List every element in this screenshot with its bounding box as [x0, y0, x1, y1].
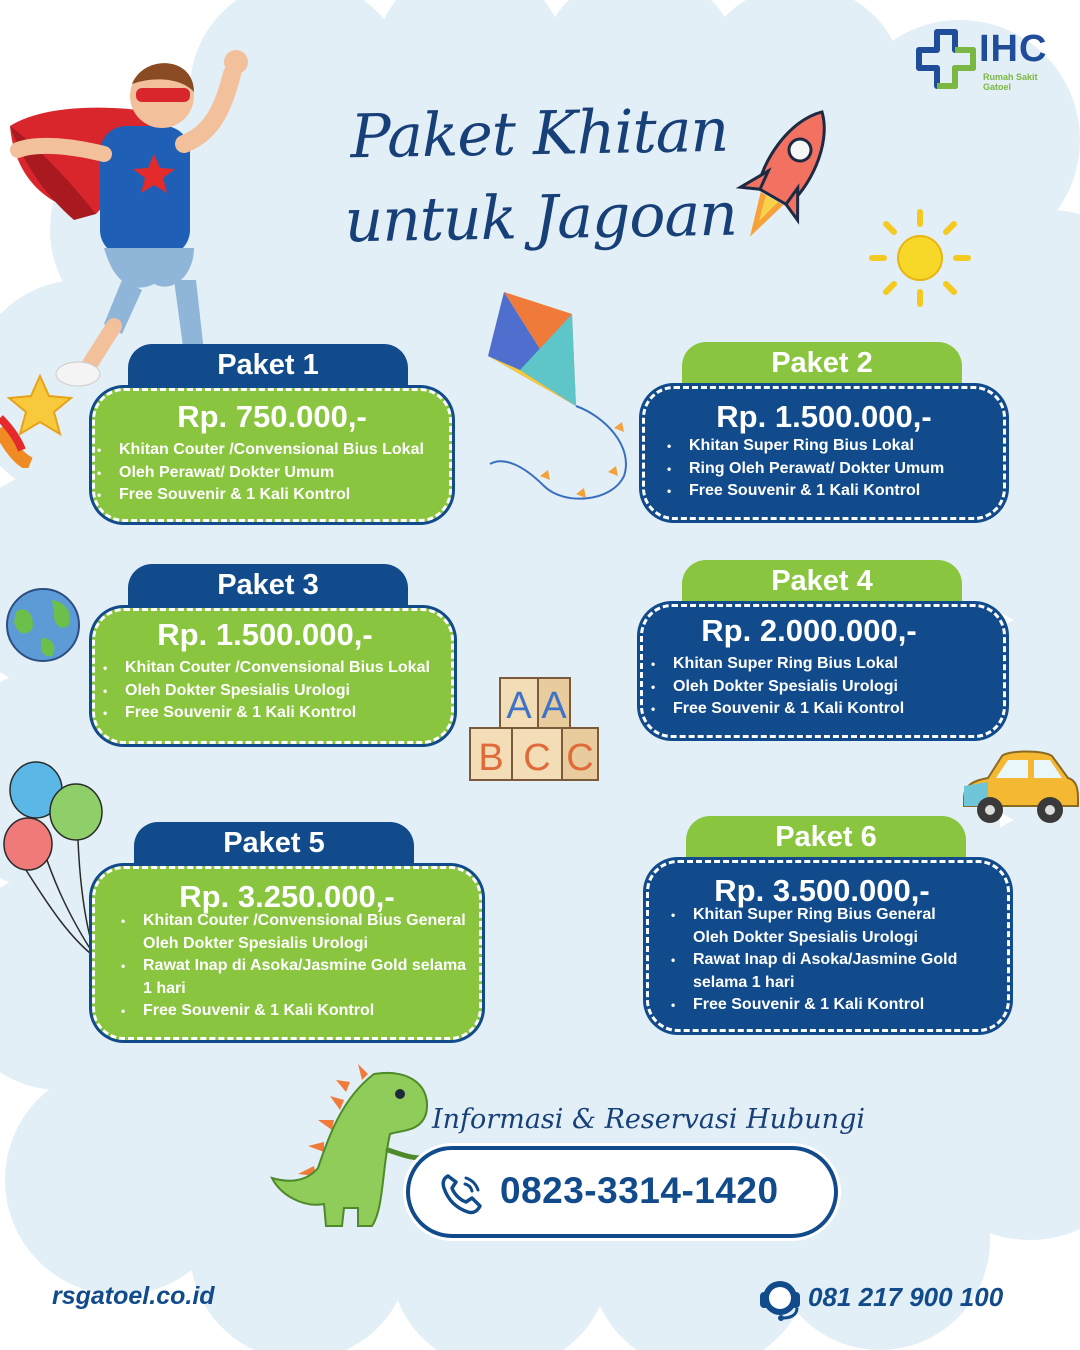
- package-price: Rp. 2.000.000,-: [701, 613, 917, 648]
- feature-item: • Oleh Dokter Spesialis Urologi: [649, 676, 904, 699]
- globe-icon: [2, 586, 84, 664]
- feature-item: • Ring Oleh Perawat/ Dokter Umum: [665, 458, 944, 481]
- feature-item: • Rawat Inap di Asoka/Jasmine Gold selama: [119, 955, 466, 978]
- feature-item: • Free Souvenir & 1 Kali Kontrol: [119, 1000, 466, 1023]
- feature-item: • Free Souvenir & 1 Kali Kontrol: [95, 484, 424, 507]
- package-card-5: [92, 866, 482, 1040]
- website-link[interactable]: rsgatoel.co.id: [52, 1282, 215, 1310]
- package-card-3: [92, 608, 454, 744]
- reservation-label: Informasi & Reservasi Hubungi: [432, 1104, 865, 1135]
- hotline-number: 081 217 900 100: [808, 1282, 1004, 1312]
- package-features: [649, 653, 904, 721]
- feature-item: • Khitan Super Ring Bius Lokal: [665, 435, 944, 458]
- feature-item: • Oleh Dokter Spesialis Urologi: [101, 680, 430, 703]
- tab-paket-3: Paket 3: [128, 564, 408, 610]
- feature-item-continued: Oleh Dokter Spesialis Urologi: [693, 928, 918, 946]
- feature-item: • Free Souvenir & 1 Kali Kontrol: [665, 480, 944, 503]
- package-card-4: [640, 604, 1006, 738]
- feature-item: • Free Souvenir & 1 Kali Kontrol: [101, 702, 430, 725]
- feature-item: • Free Souvenir & 1 Kali Kontrol: [649, 698, 904, 721]
- feature-item: • Khitan Couter /Convensional Bius Lokal: [95, 439, 424, 462]
- package-price: Rp. 3.500.000,-: [714, 873, 930, 908]
- block-letter-3: B: [478, 737, 504, 779]
- car-icon: [958, 748, 1080, 828]
- tab-paket-1: Paket 1: [128, 344, 408, 390]
- sun-icon: [868, 208, 972, 308]
- feature-item-continued: selama 1 hari: [693, 973, 795, 991]
- package-price: Rp. 3.250.000,-: [179, 879, 395, 914]
- feature-item: • Free Souvenir & 1 Kali Kontrol: [669, 994, 957, 1017]
- kite-icon: [484, 286, 640, 512]
- page-title: [329, 88, 752, 263]
- star-icon: [0, 368, 80, 468]
- feature-item: • Khitan Super Ring Bius General: [669, 904, 957, 927]
- package-features: [669, 904, 957, 1017]
- feature-item: • Khitan Couter /Convensional Bius Lokal: [101, 657, 430, 680]
- logo-sub-line-1: Rumah Sakit: [983, 72, 1038, 82]
- feature-item-continued: Oleh Dokter Spesialis Urologi: [143, 934, 368, 952]
- block-letter-5: C: [566, 737, 594, 779]
- package-features: [95, 439, 424, 507]
- rocket-icon: [730, 96, 840, 256]
- feature-item: • Khitan Super Ring Bius Lokal: [649, 653, 904, 676]
- block-letter-2: A: [541, 685, 567, 727]
- block-letter-4: C: [523, 737, 551, 779]
- block-letter-1: A: [506, 685, 532, 727]
- title-line-2: untuk Jagoan: [344, 179, 738, 257]
- logo-text: IHC: [979, 28, 1048, 70]
- phone-call-button[interactable]: [406, 1146, 838, 1238]
- package-price: Rp. 750.000,-: [177, 399, 367, 434]
- feature-item: • Rawat Inap di Asoka/Jasmine Gold: [669, 949, 957, 972]
- package-card-2: [642, 386, 1006, 520]
- feature-item: • Khitan Couter /Convensional Bius General: [119, 910, 466, 933]
- feature-item: • Oleh Perawat/ Dokter Umum: [95, 462, 424, 485]
- package-card-1: [92, 388, 452, 522]
- package-features: [101, 657, 430, 725]
- headset-icon: [757, 1276, 803, 1322]
- package-price: Rp. 1.500.000,-: [157, 617, 373, 652]
- tab-paket-4: Paket 4: [682, 560, 962, 606]
- logo-sub-line-2: Gatoel: [983, 82, 1012, 92]
- tab-paket-5: Paket 5: [134, 822, 414, 868]
- package-features: [119, 910, 466, 1023]
- feature-item-continued: 1 hari: [143, 979, 186, 997]
- package-card-6: [646, 860, 1010, 1032]
- package-features: [665, 435, 944, 503]
- tab-paket-2: Paket 2: [682, 342, 962, 388]
- tab-paket-6: Paket 6: [686, 816, 966, 862]
- abc-blocks-icon: [468, 674, 602, 784]
- package-price: Rp. 1.500.000,-: [716, 399, 932, 434]
- logo-subtitle: [983, 72, 1063, 92]
- title-line-1: Paket Khitan: [349, 95, 729, 173]
- ihc-logo: [915, 26, 1065, 96]
- phone-icon: [438, 1170, 484, 1216]
- phone-number: 0823-3314-1420: [500, 1170, 779, 1211]
- ihc-cross-icon: [915, 26, 979, 94]
